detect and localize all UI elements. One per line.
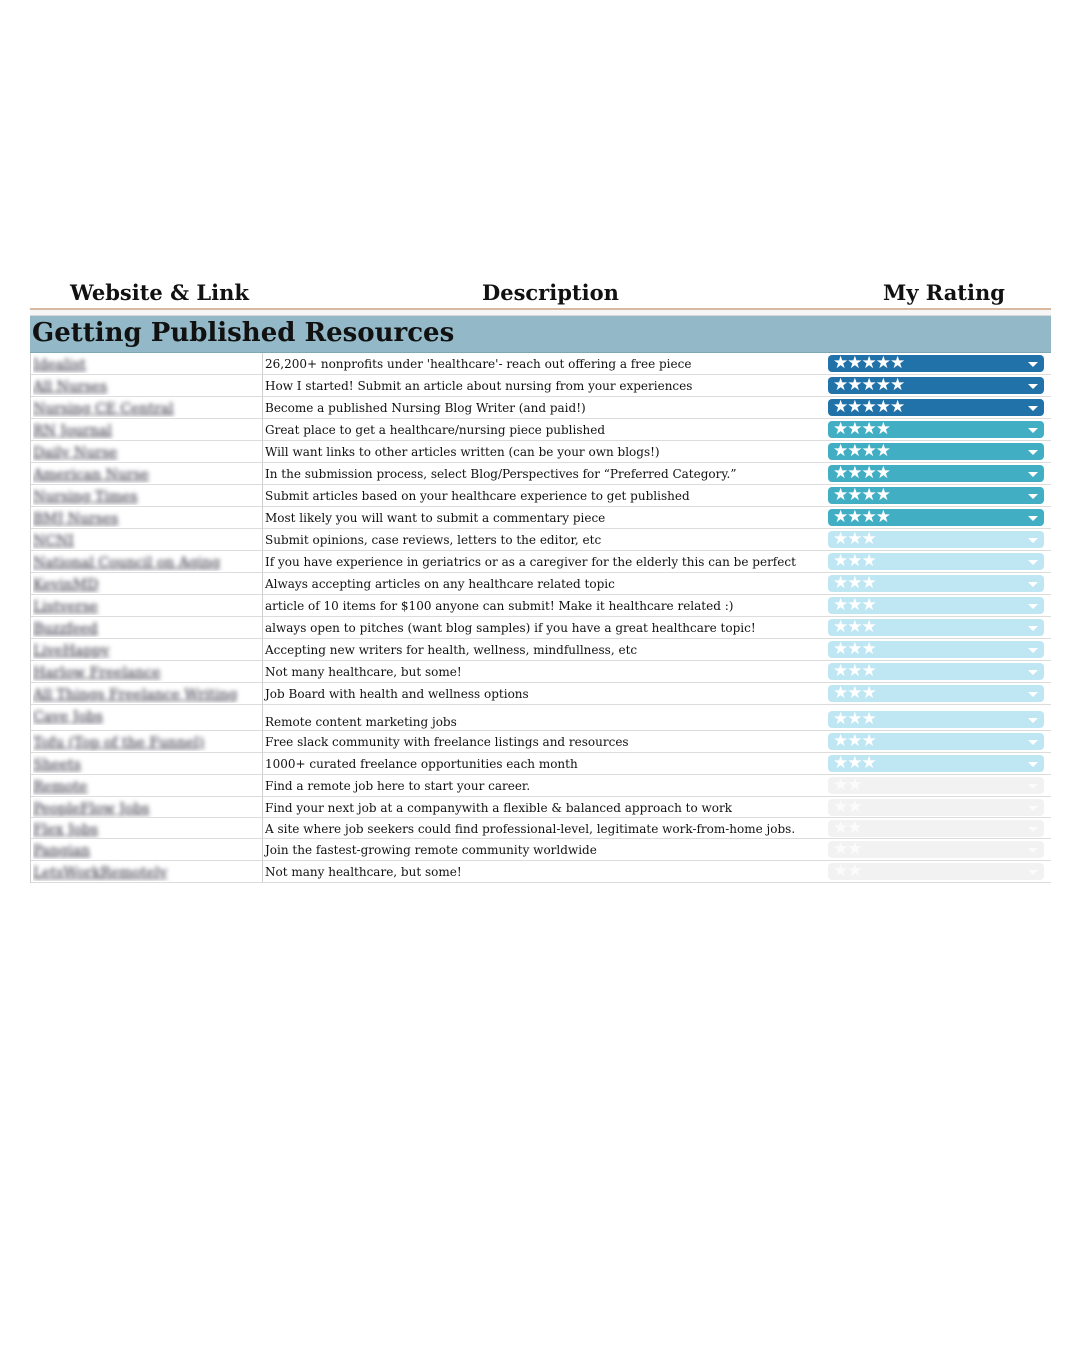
resource-table: [30, 353, 1051, 883]
description-cell: Job Board with health and wellness options: [265, 687, 529, 701]
column-divider: [262, 775, 263, 797]
table-row: [31, 617, 1051, 639]
column-divider: [262, 441, 263, 463]
column-divider: [262, 617, 263, 639]
dropdown-caret-icon[interactable]: [1028, 362, 1038, 367]
table-row: [31, 839, 1051, 861]
website-link[interactable]: Listverse: [33, 599, 98, 615]
website-link[interactable]: NCNI: [33, 533, 74, 549]
rating-dropdown[interactable]: [828, 531, 1044, 548]
description-cell: Become a published Nursing Blog Writer (and paid!): [265, 401, 586, 415]
column-divider: [262, 683, 263, 705]
table-row: [31, 797, 1051, 818]
website-cell: [33, 530, 259, 549]
star-rating-icons: ★★: [833, 839, 862, 859]
website-cell: [33, 398, 259, 417]
column-divider: [262, 397, 263, 419]
rating-dropdown[interactable]: [828, 619, 1044, 636]
column-divider: [262, 731, 263, 753]
rating-dropdown[interactable]: [828, 641, 1044, 658]
website-link[interactable]: All Nurses: [33, 379, 108, 395]
star-rating-icons: ★★★: [833, 731, 876, 751]
dropdown-caret-icon[interactable]: [1028, 784, 1038, 789]
dropdown-caret-icon[interactable]: [1028, 538, 1038, 543]
dropdown-caret-icon[interactable]: [1028, 762, 1038, 767]
description-cell: Find a remote job here to start your career.: [265, 779, 531, 793]
website-link[interactable]: LiveHappy: [33, 643, 110, 659]
website-cell: [33, 354, 259, 373]
website-link[interactable]: Harlow Freelance: [33, 665, 161, 681]
rating-dropdown[interactable]: [828, 509, 1044, 526]
dropdown-caret-icon[interactable]: [1028, 604, 1038, 609]
website-link[interactable]: PeopleFlow Jobs: [33, 801, 150, 817]
description-cell: Most likely you will want to submit a commentary piece: [265, 511, 606, 525]
column-divider: [262, 639, 263, 661]
star-rating-icons: ★★★: [833, 595, 876, 615]
description-cell: Not many healthcare, but some!: [265, 865, 462, 879]
description-cell: Submit opinions, case reviews, letters to the editor, etc: [265, 533, 602, 547]
description-cell: article of 10 items for $100 anyone can submit! Make it healthcare related :): [265, 599, 734, 613]
star-rating-icons: ★★★: [833, 551, 876, 571]
description-cell: 26,200+ nonprofits under 'healthcare'- reach out offering a free piece: [265, 357, 692, 371]
section-title: Getting Published Resources: [32, 318, 455, 348]
website-link[interactable]: Tofu (Top of the Funnel): [33, 735, 205, 751]
star-rating-icons: ★★★★: [833, 419, 890, 439]
website-link[interactable]: Sheets: [33, 757, 81, 773]
rating-dropdown[interactable]: [828, 663, 1044, 680]
table-row: [31, 661, 1051, 683]
website-link[interactable]: KevinMD: [33, 577, 99, 593]
description-cell: Will want links to other articles written (can be your own blogs!): [265, 445, 660, 459]
website-cell: [33, 819, 259, 838]
dropdown-caret-icon[interactable]: [1028, 384, 1038, 389]
column-divider: [262, 818, 263, 839]
rating-dropdown[interactable]: [828, 597, 1044, 614]
star-rating-icons: ★★: [833, 861, 862, 881]
column-divider: [262, 485, 263, 507]
website-cell: [33, 464, 259, 483]
rating-dropdown[interactable]: [828, 377, 1044, 394]
star-rating-icons: ★★★★: [833, 441, 890, 461]
dropdown-caret-icon[interactable]: [1028, 494, 1038, 499]
description-cell: Not many healthcare, but some!: [265, 665, 462, 679]
rating-dropdown[interactable]: [828, 863, 1044, 880]
website-cell: [33, 574, 259, 593]
description-cell: Great place to get a healthcare/nursing piece published: [265, 423, 606, 437]
dropdown-caret-icon[interactable]: [1028, 428, 1038, 433]
column-divider: [262, 353, 263, 375]
rating-dropdown[interactable]: [828, 443, 1044, 460]
dropdown-caret-icon[interactable]: [1028, 472, 1038, 477]
dropdown-caret-icon[interactable]: [1028, 560, 1038, 565]
website-link[interactable]: All Things Freelance Writing: [33, 687, 238, 703]
description-cell: Always accepting articles on any healthcare related topic: [265, 577, 615, 591]
website-cell: [33, 776, 259, 795]
rating-dropdown[interactable]: [828, 575, 1044, 592]
website-cell: [33, 706, 259, 725]
star-rating-icons: ★★★: [833, 753, 876, 773]
website-cell: [33, 508, 259, 527]
rating-dropdown[interactable]: [828, 755, 1044, 772]
column-divider: [262, 861, 263, 883]
rating-dropdown[interactable]: [828, 799, 1044, 816]
website-cell: [33, 798, 259, 817]
star-rating-icons: ★★★: [833, 639, 876, 659]
website-cell: [33, 862, 259, 881]
dropdown-caret-icon[interactable]: [1028, 806, 1038, 811]
website-link[interactable]: Nursing CE Central: [33, 401, 174, 417]
description-cell: If you have experience in geriatrics or as a caregiver for the elderly this can be perfect: [265, 555, 796, 569]
star-rating-icons: ★★: [833, 818, 862, 838]
table-row: [31, 507, 1051, 529]
table-row: [31, 397, 1051, 419]
star-rating-icons: ★★: [833, 775, 862, 795]
dropdown-caret-icon[interactable]: [1028, 692, 1038, 697]
rating-dropdown[interactable]: [828, 465, 1044, 482]
star-rating-icons: ★★★★: [833, 507, 890, 527]
rating-dropdown[interactable]: [828, 841, 1044, 858]
website-link[interactable]: National Council on Aging: [33, 555, 221, 571]
description-cell: In the submission process, select Blog/Perspectives for “Preferred Category.”: [265, 467, 737, 481]
column-divider: [262, 375, 263, 397]
table-row: [31, 419, 1051, 441]
table-row: [31, 683, 1051, 705]
website-cell: [33, 732, 259, 751]
website-link[interactable]: BMJ Nurses: [33, 511, 119, 527]
website-cell: [33, 640, 259, 659]
website-cell: [33, 618, 259, 637]
website-column-header: Website & Link: [70, 280, 249, 305]
table-row: [31, 861, 1051, 883]
star-rating-icons: ★★★★: [833, 485, 890, 505]
table-row: [31, 639, 1051, 661]
rating-dropdown[interactable]: [828, 421, 1044, 438]
column-header-row: [30, 278, 1051, 310]
description-cell: always open to pitches (want blog samples) if you have a great healthcare topic!: [265, 621, 756, 635]
dropdown-caret-icon[interactable]: [1028, 870, 1038, 875]
star-rating-icons: ★★★: [833, 709, 876, 729]
spreadsheet: [30, 278, 1051, 883]
star-rating-icons: ★★★: [833, 661, 876, 681]
table-row: [31, 375, 1051, 397]
star-rating-icons: ★★: [833, 797, 862, 817]
description-cell: Remote content marketing jobs: [265, 715, 457, 729]
website-link[interactable]: Pangian: [33, 843, 90, 859]
column-divider: [262, 839, 263, 861]
rating-dropdown[interactable]: [828, 820, 1044, 837]
description-cell: Submit articles based on your healthcare experience to get published: [265, 489, 690, 503]
dropdown-caret-icon[interactable]: [1028, 670, 1038, 675]
website-link[interactable]: Nursing Times: [33, 489, 138, 505]
star-rating-icons: ★★★: [833, 573, 876, 593]
rating-dropdown[interactable]: [828, 399, 1044, 416]
dropdown-caret-icon[interactable]: [1028, 648, 1038, 653]
table-row: [31, 573, 1051, 595]
website-cell: [33, 754, 259, 773]
website-cell: [33, 662, 259, 681]
table-row: [31, 775, 1051, 797]
rating-dropdown[interactable]: [828, 553, 1044, 570]
website-cell: [33, 420, 259, 439]
table-row: [31, 353, 1051, 375]
website-cell: [33, 596, 259, 615]
rating-dropdown[interactable]: [828, 685, 1044, 702]
dropdown-caret-icon[interactable]: [1028, 582, 1038, 587]
rating-dropdown[interactable]: [828, 711, 1044, 728]
website-cell: [33, 840, 259, 859]
rating-dropdown[interactable]: [828, 487, 1044, 504]
column-divider: [262, 463, 263, 485]
website-cell: [33, 684, 259, 703]
rating-dropdown[interactable]: [828, 355, 1044, 372]
website-link[interactable]: Daily Nurse: [33, 445, 118, 461]
dropdown-caret-icon[interactable]: [1028, 450, 1038, 455]
dropdown-caret-icon[interactable]: [1028, 516, 1038, 521]
description-cell: Accepting new writers for health, wellness, mindfullness, etc: [265, 643, 638, 657]
column-divider: [262, 419, 263, 441]
column-divider: [262, 507, 263, 529]
table-row: [31, 485, 1051, 507]
dropdown-caret-icon[interactable]: [1028, 406, 1038, 411]
dropdown-caret-icon[interactable]: [1028, 626, 1038, 631]
dropdown-caret-icon[interactable]: [1028, 848, 1038, 853]
column-divider: [262, 705, 263, 731]
website-link[interactable]: Cave Jobs: [33, 709, 103, 725]
column-divider: [262, 753, 263, 775]
table-row: [31, 705, 1051, 731]
column-divider: [262, 595, 263, 617]
column-divider: [262, 573, 263, 595]
table-row: [31, 551, 1051, 573]
website-cell: [33, 442, 259, 461]
star-rating-icons: ★★★: [833, 683, 876, 703]
table-row: [31, 595, 1051, 617]
description-cell: Join the fastest-growing remote community worldwide: [265, 843, 597, 857]
description-cell: How I started! Submit an article about nursing from your experiences: [265, 379, 693, 393]
description-column-header: Description: [482, 280, 619, 305]
website-link[interactable]: LetsWorkRemotely: [33, 865, 168, 881]
table-row: [31, 731, 1051, 753]
section-band: [30, 316, 1051, 353]
star-rating-icons: ★★★★★: [833, 397, 905, 417]
website-link[interactable]: American Nurse: [33, 467, 149, 483]
website-link[interactable]: RN Journal: [33, 423, 112, 439]
column-divider: [262, 661, 263, 683]
description-cell: Free slack community with freelance listings and resources: [265, 735, 629, 749]
rating-column-header: My Rating: [883, 280, 1005, 305]
column-divider: [262, 797, 263, 818]
star-rating-icons: ★★★: [833, 617, 876, 637]
website-link[interactable]: Idealist: [33, 357, 86, 373]
dropdown-caret-icon[interactable]: [1028, 718, 1038, 723]
dropdown-caret-icon[interactable]: [1028, 827, 1038, 832]
dropdown-caret-icon[interactable]: [1028, 740, 1038, 745]
website-link[interactable]: Flex Jobs: [33, 822, 99, 838]
star-rating-icons: ★★★★★: [833, 375, 905, 395]
website-cell: [33, 552, 259, 571]
website-cell: [33, 486, 259, 505]
description-cell: A site where job seekers could find professional-level, legitimate work-from-home jobs.: [265, 822, 796, 836]
website-link[interactable]: Remote: [33, 779, 88, 795]
website-cell: [33, 376, 259, 395]
rating-dropdown[interactable]: [828, 777, 1044, 794]
description-cell: 1000+ curated freelance opportunities each month: [265, 757, 578, 771]
website-link[interactable]: Buzzfeed: [33, 621, 98, 637]
star-rating-icons: ★★★★★: [833, 353, 905, 373]
description-cell: Find your next job at a companywith a flexible & balanced approach to work: [265, 801, 732, 815]
star-rating-icons: ★★★: [833, 529, 876, 549]
table-row: [31, 753, 1051, 775]
table-row: [31, 441, 1051, 463]
star-rating-icons: ★★★★: [833, 463, 890, 483]
table-row: [31, 463, 1051, 485]
column-divider: [262, 551, 263, 573]
table-row: [31, 529, 1051, 551]
table-row: [31, 818, 1051, 839]
column-divider: [262, 529, 263, 551]
rating-dropdown[interactable]: [828, 733, 1044, 750]
